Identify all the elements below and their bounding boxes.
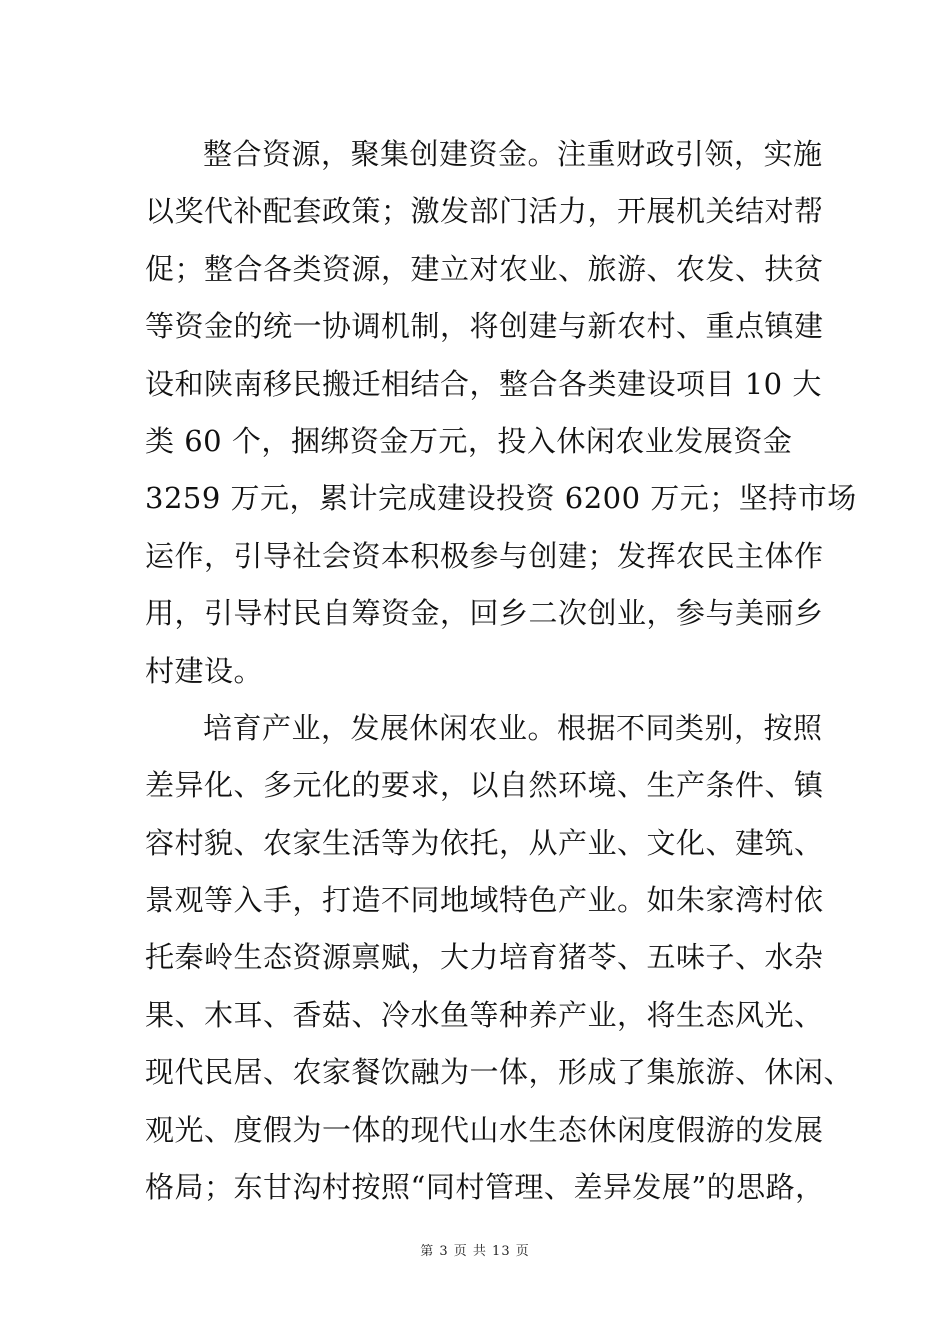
paragraph-2-line-8: 观光、度假为一体的现代山水生态休闲度假游的发展: [145, 1112, 824, 1147]
paragraph-2-line-3: 容村貌、农家生活等为依托，从产业、文化、建筑、: [145, 825, 824, 860]
paragraph-2-line-4: 景观等入手，打造不同地域特色产业。如朱家湾村依: [145, 883, 824, 918]
document-body: [145, 126, 857, 1216]
paragraph-1-line-4: 等资金的统一协调机制，将创建与新农村、重点镇建: [145, 309, 824, 344]
paragraph-2-line-6: 果、木耳、香菇、冷水鱼等种养产业，将生态风光、: [145, 997, 824, 1032]
paragraph-2-line-7: 现代民居、农家餐饮融为一体，形成了集旅游、休闲、: [145, 1055, 854, 1090]
paragraph-2-line-2: 差异化、多元化的要求，以自然环境、生产条件、镇: [145, 768, 824, 803]
paragraph-1-line-9: 用，引导村民自筹资金，回乡二次创业，参与美丽乡: [145, 596, 824, 631]
page-number-footer: 第 3 页 共 13 页: [420, 1244, 530, 1259]
paragraph-1-line-6: 类 60 个，捆绑资金万元，投入休闲农业发展资金: [145, 423, 793, 458]
paragraph-2-line-1: 培育产业，发展休闲农业。根据不同类别，按照: [203, 710, 823, 745]
paragraph-1-line-2: 以奖代补配套政策；激发部门活力，开展机关结对帮: [145, 194, 824, 229]
paragraph-2-line-5: 托秦岭生态资源禀赋，大力培育猪苓、五味子、水杂: [145, 940, 824, 975]
paragraph-1-line-7: 3259 万元，累计完成建设投资 6200 万元；坚持市场: [145, 481, 857, 516]
paragraph-1-line-1: 整合资源，聚集创建资金。注重财政引领，实施: [203, 137, 823, 171]
paragraph-2-line-9: 格局；东甘沟村按照“同村管理、差异发展”的思路，: [145, 1170, 825, 1205]
paragraph-1-line-8: 运作，引导社会资本积极参与创建；发挥农民主体作: [145, 538, 824, 573]
paragraph-1-line-10: 村建设。: [145, 653, 264, 688]
paragraph-1-line-3: 促；整合各类资源，建立对农业、旅游、农发、扶贫: [145, 251, 824, 286]
paragraph-1-line-5: 设和陕南移民搬迁相结合，整合各类建设项目 10 大: [145, 366, 822, 401]
